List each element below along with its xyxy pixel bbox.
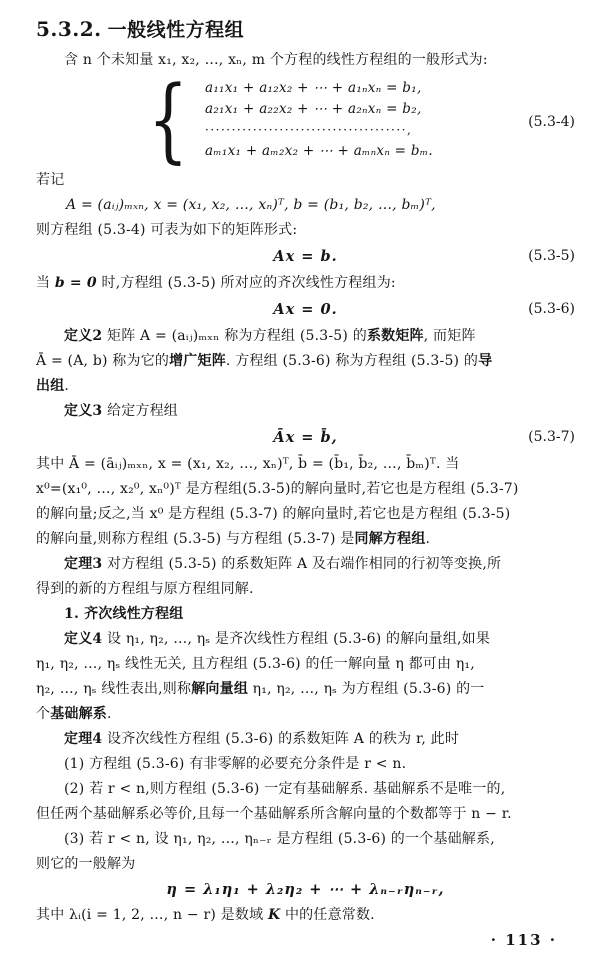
text-run: 矩阵 A = (aᵢⱼ)ₘₓₙ 称为方程组 (5.3-5) 的 [102,328,367,344]
page-number: · 113 · [490,931,557,949]
paragraph-matrix-form-intro [36,218,575,243]
paragraph-definition-2-line-1 [36,324,575,349]
paragraph-intro [36,48,575,73]
equation-5-3-5 [36,243,575,271]
text-run: , 而矩阵 [423,328,476,344]
paragraph-definition-2-line-3 [36,374,575,399]
equation-label: (5.3-6) [528,301,575,317]
text-run: 设 η₁, η₂, …, ηₛ 是齐次线性方程组 (5.3-6) 的解向量组,如果 [102,631,491,647]
text-run: Ā = (A, b) 称为它的 [36,353,170,369]
section-number: 5.3.2. [36,17,102,41]
equation-5-3-7 [36,424,575,452]
text-run: 当 [36,275,55,291]
text-run: 设齐次线性方程组 (5.3-6) 的系数矩阵 A 的秩为 r, 此时 [102,731,460,747]
field-symbol-K: K [267,907,281,923]
math-run: b = 0 [54,275,97,291]
text-run: (3) 若 r < n, 设 η₁, η₂, …, ηₙ₋ᵣ 是方程组 (5.3-6) 的一个基础解系, [64,831,495,847]
definition-3-keyword: 定义3 [64,403,103,419]
equation-body: Ax = b. [273,248,338,265]
text-run: 若记 [36,172,65,188]
definition-4-keyword: 定义4 [64,631,103,647]
paragraph-final [36,903,575,928]
paragraph-theorem-3-line-1 [36,552,575,577]
term-coefficient-matrix: 系数矩阵 [366,328,424,344]
paragraph-theorem-3-line-2 [36,577,575,602]
text-run: . [107,706,112,722]
text-run: 给定方程组 [102,403,178,419]
theorem-4-keyword: 定理4 [64,731,103,747]
term-augmented-matrix: 增广矩阵 [169,353,226,369]
section-heading [36,16,575,43]
equation-5-3-6 [36,296,575,324]
text-run: 得到的新的方程组与原方程组同解. [36,581,254,597]
paragraph-item-3-line-1 [36,827,575,852]
definition-2-keyword: 定义2 [64,328,103,344]
paragraph-item-1 [36,752,575,777]
text-run: η₁, η₂, …, ηₛ 线性无关, 且方程组 (5.3-6) 的任一解向量 η 都可由 η₁, [36,656,475,672]
text-run: 时,方程组 (5.3-5) 所对应的齐次线性方程组为: [96,275,396,291]
paragraph-homogeneous-intro [36,271,575,296]
text-run: . [425,531,431,547]
paragraph-item-2-line-2 [36,802,575,827]
text-run: (1) 方程组 (5.3-6) 有非零解的必要充分条件是 r < n. [64,756,407,772]
text-run: 但任两个基础解系必等价,且每一个基础解系所含解向量的个数都等于 n − r. [36,806,512,822]
ellipsis-row: ······································, [205,123,413,137]
term-fundamental-solution-system: 基础解系 [50,706,108,722]
math-run: A = (aᵢⱼ)ₘₓₙ, x = (x₁, x₂, …, xₙ)ᵀ, b = (b₁, b₂, …, bₘ)ᵀ, [66,197,436,213]
paragraph-where-line-4 [36,527,575,552]
text-run: x⁰=(x₁⁰, …, x₂⁰, xₙ⁰)ᵀ 是方程组(5.3-5)的解向量时,若它也是方程组 (5.3-7) [36,481,519,497]
equation-general-solution [36,877,575,903]
paragraph-definition-3 [36,399,575,424]
text-run: 含 n 个未知量 x₁, x₂, …, xₙ, m 个方程的线性方程组的一般形式为: [64,52,488,68]
paragraph-item-2-line-1 [36,777,575,802]
text-run: 的解向量,则称方程组 (5.3-5) 与方程组 (5.3-7) 是 [36,531,355,547]
equation-row: a₂₁x₁ + a₂₂x₂ + ⋯ + a₂ₙxₙ = b₂, [205,101,422,117]
term-equivalent-systems: 同解方程组 [354,531,426,547]
section-title: 一般线性方程组 [107,19,245,41]
equation-label: (5.3-4) [528,114,575,130]
paragraph-definition-4-line-4 [36,702,575,727]
text-run: 其中 Ā = (āᵢⱼ)ₘₓₙ, x = (x₁, x₂, …, xₙ)ᵀ, b̄ = (b̄₁, b̄₂, …, b̄ₘ)ᵀ. 当 [36,456,460,472]
term-derived-system-part1: 导 [478,353,493,369]
paragraph-definition-4-line-3 [36,677,575,702]
equation-system-5-3-4 [36,65,575,174]
subheading-homogeneous-systems [36,602,575,627]
term-derived-system-part2: 出组 [36,378,65,394]
term-solution-vector-set: 解向量组 [191,681,249,697]
equation-label: (5.3-7) [528,429,575,445]
equation-system-rows [205,78,433,162]
text-run: η₁, η₂, …, ηₛ 为方程组 (5.3-6) 的一 [248,681,485,697]
paragraph-theorem-4-line-1 [36,727,575,752]
text-run: 1. 齐次线性方程组 [64,606,184,622]
equation-body: η = λ₁η₁ + λ₂η₂ + ⋯ + λₙ₋ᵣηₙ₋ᵣ, [166,881,445,898]
equation-system-body [148,65,575,174]
equation-body: Ax = 0. [273,301,338,318]
text-run: 则它的一般解为 [36,856,136,872]
paragraph-definition-4-line-2 [36,652,575,677]
text-run: . 方程组 (5.3-6) 称为方程组 (5.3-5) 的 [225,353,479,369]
text-run: 对方程组 (5.3-5) 的系数矩阵 A 及右端作相同的行初等变换,所 [102,556,502,572]
text-run: 则方程组 (5.3-4) 可表为如下的矩阵形式: [36,222,298,238]
text-run: (2) 若 r < n,则方程组 (5.3-6) 一定有基础解系. 基础解系不是唯一的, [64,781,506,797]
left-brace-glyph: { [148,65,189,174]
text-run: 个 [36,706,51,722]
equation-row: a₁₁x₁ + a₁₂x₂ + ⋯ + a₁ₙxₙ = b₁, [205,80,422,96]
text-run: 其中 λᵢ(i = 1, 2, …, n − r) 是数域 [36,907,268,923]
notation-line [36,193,575,218]
equation-body: Āx = b̄, [273,429,338,446]
paragraph-definition-4-line-1 [36,627,575,652]
paragraph-where-line-3 [36,502,575,527]
theorem-3-keyword: 定理3 [64,556,103,572]
text-run: 的解向量;反之,当 x⁰ 是方程组 (5.3-7) 的解向量时,若它也是方程组 (5.3-5) [36,506,511,522]
equation-row: aₘ₁x₁ + aₘ₂x₂ + ⋯ + aₘₙxₙ = bₘ. [205,143,434,159]
paragraph-definition-2-line-2 [36,349,575,374]
text-run: . [64,378,70,394]
paragraph-item-3-line-2 [36,852,575,877]
paragraph-ruoji [36,168,575,193]
text-run: 中的任意常数. [280,907,375,923]
equation-label: (5.3-5) [528,248,575,264]
paragraph-where-line-2 [36,477,575,502]
text-run: η₂, …, ηₛ 线性表出,则称 [36,681,192,697]
paragraph-where-line-1 [36,452,575,477]
